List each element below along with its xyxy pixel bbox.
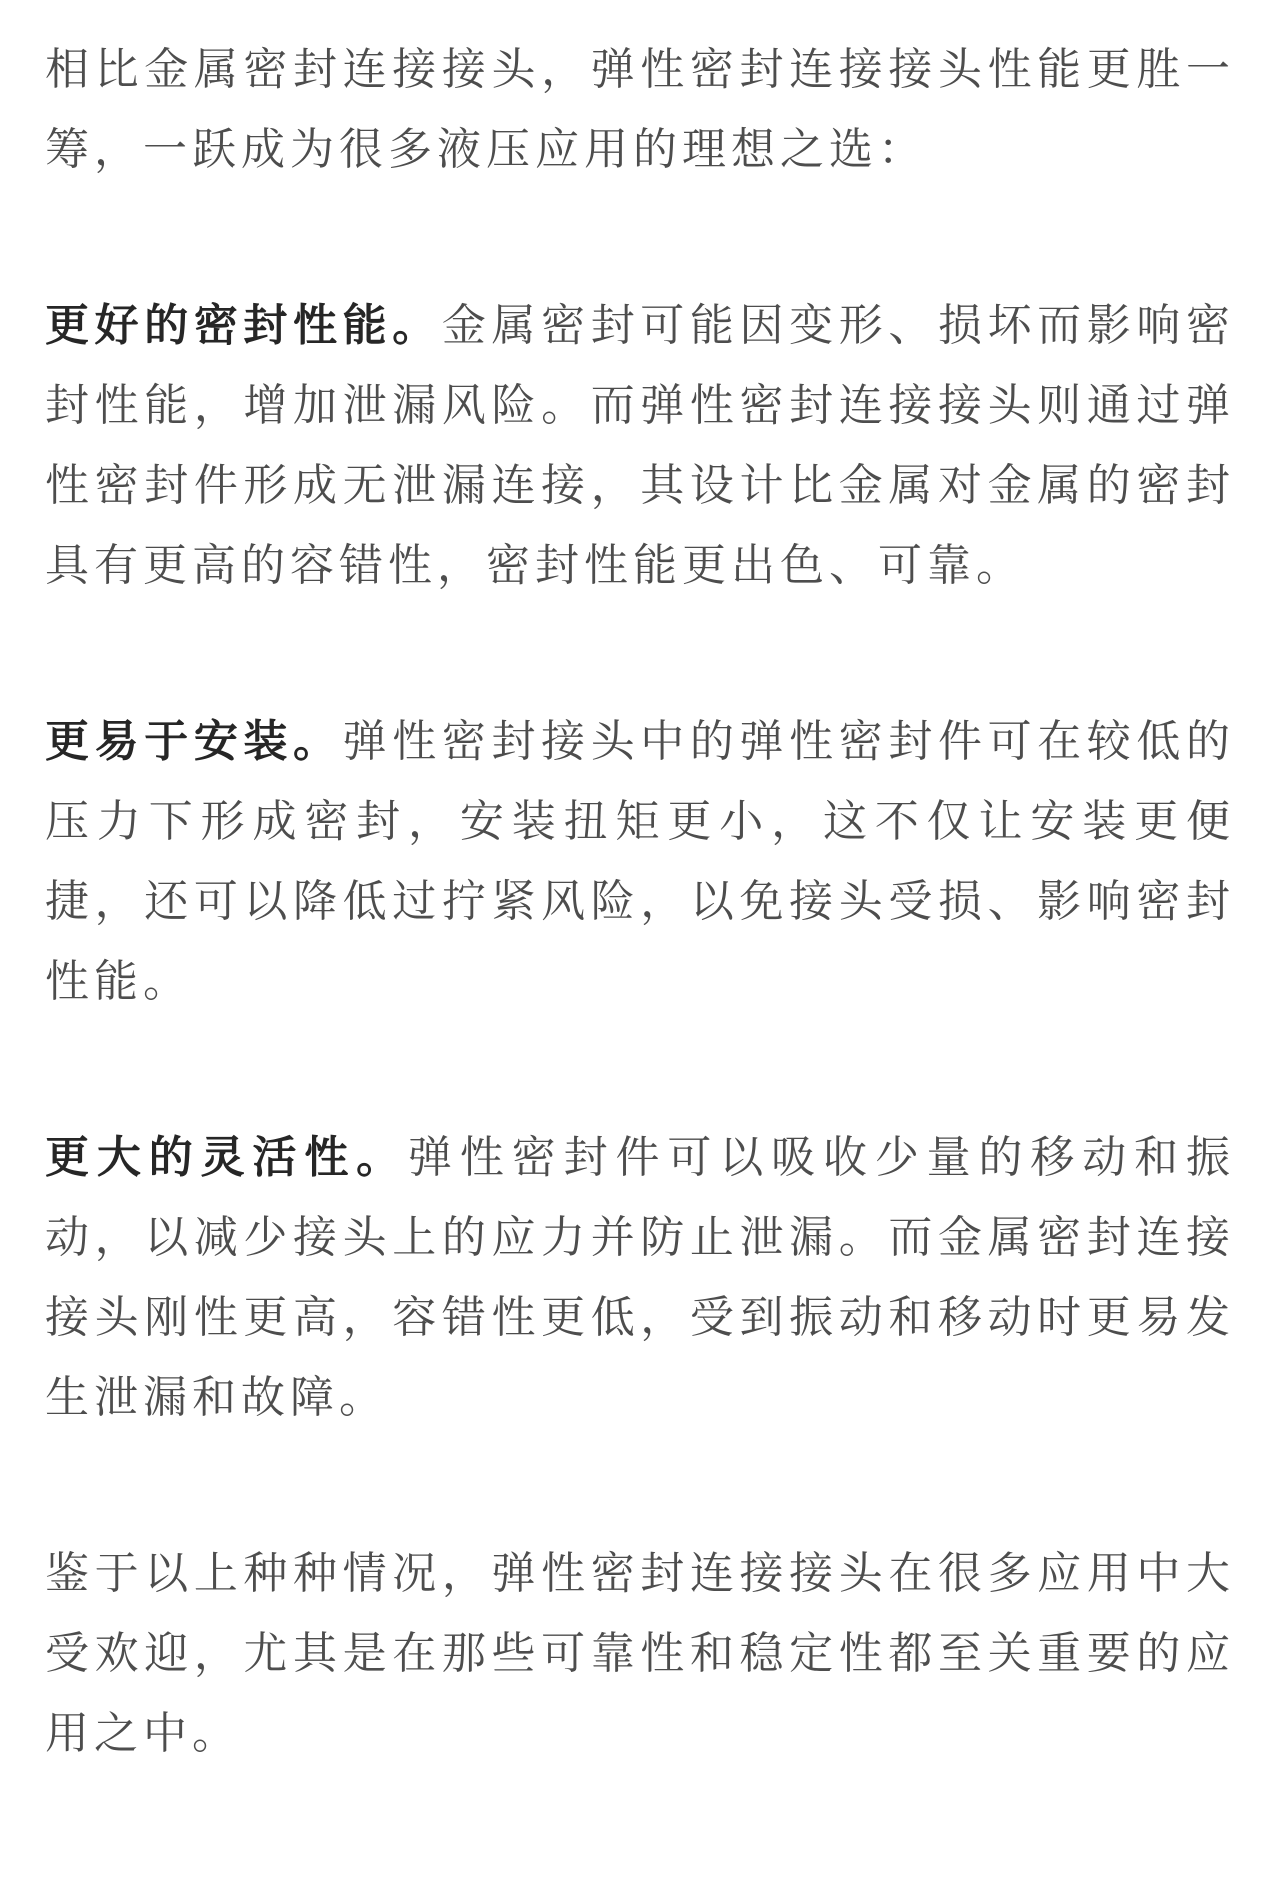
paragraph-lead: 更易于安装。: [45, 717, 343, 766]
paragraph-lead: 更好的密封性能。: [45, 301, 442, 350]
paragraph: [45, 30, 1235, 190]
paragraph-text: 相比金属密封连接接头，弹性密封连接接头性能更胜一筹，一跃成为很多液压应用的理想之选：: [45, 45, 1235, 174]
paragraph: [45, 1118, 1235, 1438]
paragraph-text: 弹性密封件可以吸收少量的移动和振动，以减少接头上的应力并防止泄漏。而金属密封连接接头刚性更高，容错性更低，受到振动和移动时更易发生泄漏和故障。: [45, 1133, 1235, 1422]
paragraph: [45, 1534, 1235, 1774]
paragraph-text: 金属密封可能因变形、损坏而影响密封性能，增加泄漏风险。而弹性密封连接接头则通过弹性密封件形成无泄漏连接，其设计比金属对金属的密封具有更高的容错性，密封性能更出色、可靠。: [45, 301, 1236, 590]
paragraph-lead: 更大的灵活性。: [45, 1133, 409, 1182]
paragraph-text: 弹性密封接头中的弹性密封件可在较低的压力下形成密封，安装扭矩更小，这不仅让安装更便捷，还可以降低过拧紧风险，以免接头受损、影响密封性能。: [45, 717, 1236, 1006]
paragraph: [45, 286, 1235, 606]
paragraph-text: 鉴于以上种种情况，弹性密封连接接头在很多应用中大受欢迎，尤其是在那些可靠性和稳定性都至关重要的应用之中。: [45, 1549, 1235, 1758]
paragraph: [45, 702, 1235, 1022]
